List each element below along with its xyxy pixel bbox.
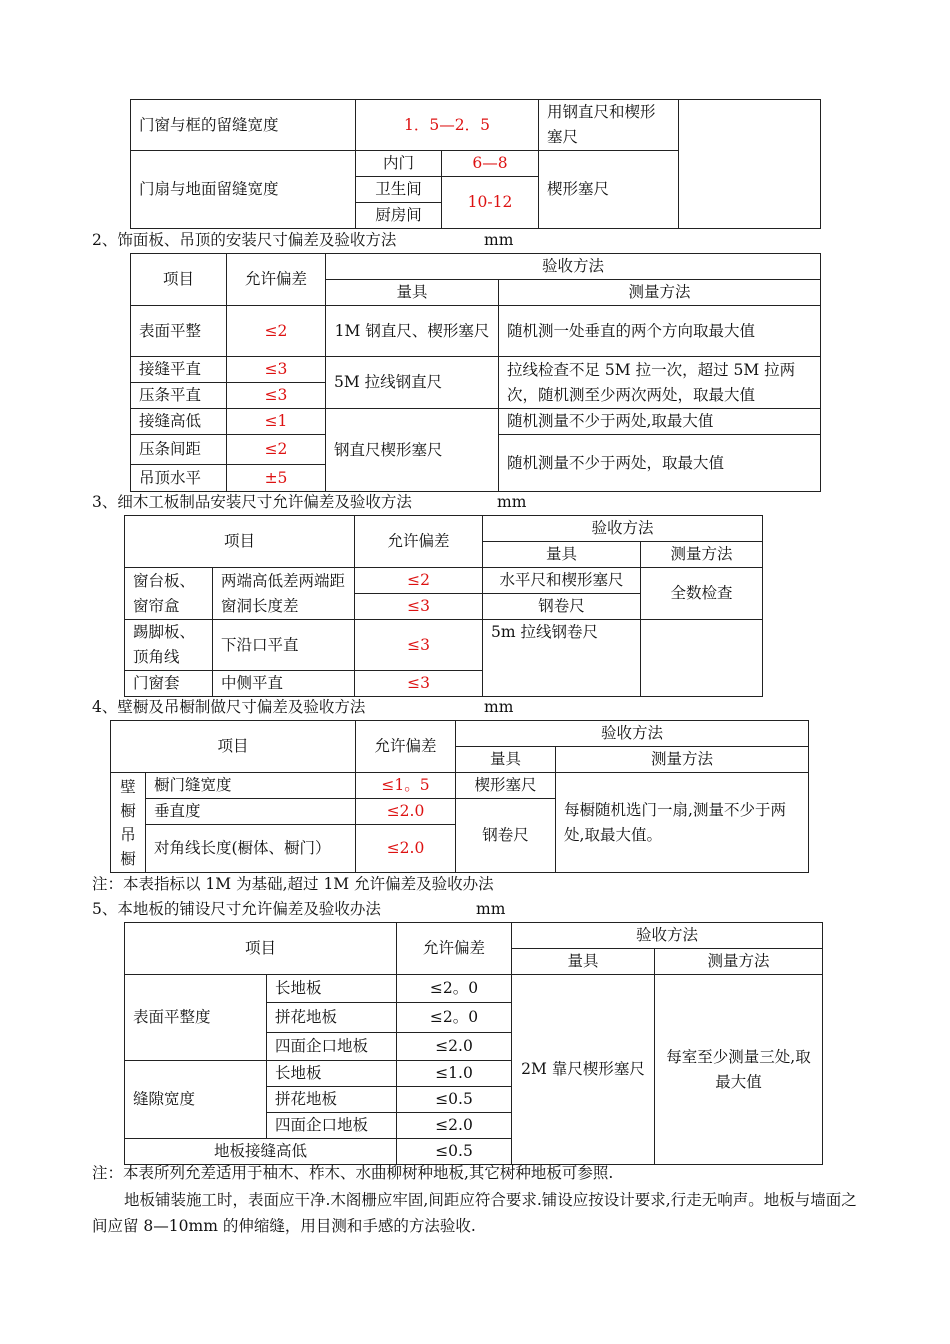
header-accept: 验收方法 <box>326 254 821 280</box>
table-panel-ceiling <box>130 253 821 492</box>
measure-tool: 楔形塞尺 <box>456 773 556 799</box>
tolerance-value: 6—8 <box>442 151 539 177</box>
header-measure: 测量方法 <box>556 747 809 773</box>
measure-method: 随机测一处垂直的两个方向取最大值 <box>499 306 821 357</box>
row-item: 垂直度 <box>146 799 356 825</box>
section-4-caption: 4、壁橱及吊橱制做尺寸偏差及验收方法 <box>92 698 366 716</box>
header-tolerance: 允许偏差 <box>356 721 456 773</box>
tolerance-value: ≤2 <box>227 306 326 357</box>
blank-cell <box>679 100 821 229</box>
sub-item: 长地板 <box>267 1061 397 1087</box>
section-2-unit: mm <box>484 231 514 249</box>
row-item: 接缝平直 <box>131 357 227 383</box>
header-measure: 测量方法 <box>499 280 821 306</box>
tolerance-value: ±5 <box>227 465 326 492</box>
section-3-caption: 3、细木工板制品安装尺寸允许偏差及验收方法 <box>92 493 412 511</box>
sub-item: 中侧平直 <box>213 671 355 697</box>
group-name: 缝隙宽度 <box>125 1061 267 1139</box>
tolerance-value: ≤1.0 <box>397 1061 512 1087</box>
row-item: 接缝高低 <box>131 409 227 435</box>
tolerance-value: ≤2.0 <box>356 825 456 873</box>
measure-method: 随机测量不少于两处,取最大值 <box>499 409 821 435</box>
tolerance-value: ≤3 <box>355 594 483 620</box>
measure-tool: 5M 拉线钢直尺 <box>326 357 499 409</box>
tolerance-value: ≤2.0 <box>397 1113 512 1139</box>
sub-item: 四面企口地板 <box>267 1033 397 1061</box>
measure-tool: 钢直尺楔形塞尺 <box>326 409 499 492</box>
tolerance-value: ≤3 <box>355 620 483 671</box>
header-measure: 测量方法 <box>641 542 763 568</box>
header-tool: 量具 <box>483 542 641 568</box>
header-measure: 测量方法 <box>655 949 823 975</box>
measure-method: 全数检查 <box>641 568 763 620</box>
group-name: 壁橱吊橱 <box>111 773 146 873</box>
section-5-unit: mm <box>476 900 506 918</box>
table-woodwork <box>124 515 763 697</box>
blank-cell <box>641 620 763 697</box>
sub-item: 拼花地板 <box>267 1003 397 1033</box>
group-name: 表面平整度 <box>125 975 267 1061</box>
header-tolerance: 允许偏差 <box>355 516 483 568</box>
row-item: 压条平直 <box>131 383 227 409</box>
header-tool: 量具 <box>326 280 499 306</box>
measure-tool: 楔形塞尺 <box>539 151 679 229</box>
tolerance-value: 1．5—2．5 <box>356 100 539 151</box>
tolerance-value: ≤1。5 <box>356 773 456 799</box>
section-4-unit: mm <box>484 698 514 716</box>
row-item: 表面平整 <box>131 306 227 357</box>
measure-method: 每室至少测量三处,取最大值 <box>655 975 823 1165</box>
header-item: 项目 <box>131 254 227 306</box>
row-item: 吊顶水平 <box>131 465 227 492</box>
sub-item: 卫生间 <box>356 177 442 203</box>
measure-tool: 2M 靠尺楔形塞尺 <box>512 975 655 1165</box>
section-2-caption: 2、饰面板、吊顶的安装尺寸偏差及验收方法 <box>92 231 397 249</box>
sub-item: 拼花地板 <box>267 1087 397 1113</box>
tolerance-value: ≤2 <box>227 435 326 465</box>
row-item: 压条间距 <box>131 435 227 465</box>
measure-method: 随机测量不少于两处，取最大值 <box>499 435 821 492</box>
sub-item: 长地板 <box>267 975 397 1003</box>
header-item: 项目 <box>125 923 397 975</box>
sub-item: 下沿口平直 <box>213 620 355 671</box>
header-tool: 量具 <box>456 747 556 773</box>
header-tolerance: 允许偏差 <box>227 254 326 306</box>
group-name: 窗台板、窗帘盒 <box>125 568 213 620</box>
row-item: 地板接缝高低 <box>125 1139 397 1165</box>
measure-tool: 钢卷尺 <box>483 594 641 620</box>
header-tolerance: 允许偏差 <box>397 923 512 975</box>
tolerance-value: ≤0.5 <box>397 1087 512 1113</box>
header-item: 项目 <box>111 721 356 773</box>
header-accept: 验收方法 <box>512 923 823 949</box>
measure-tool: 水平尺和楔形塞尺 <box>483 568 641 594</box>
tolerance-value: ≤2.0 <box>397 1033 512 1061</box>
measure-tool: 1M 钢直尺、楔形塞尺 <box>326 306 499 357</box>
section-4-note: 注：本表指标以 1M 为基础,超过 1M 允许偏差及验收办法 <box>92 875 494 893</box>
table-cabinet <box>110 720 809 873</box>
row-item: 门扇与地面留缝宽度 <box>131 151 356 229</box>
tolerance-value: ≤0.5 <box>397 1139 512 1165</box>
row-item: 对角线长度(橱体、橱门） <box>146 825 356 873</box>
header-tool: 量具 <box>512 949 655 975</box>
header-accept: 验收方法 <box>483 516 763 542</box>
tolerance-value: ≤3 <box>355 671 483 697</box>
tolerance-value: ≤2。0 <box>397 1003 512 1033</box>
sub-item: 厨房间 <box>356 203 442 229</box>
group-name: 门窗套 <box>125 671 213 697</box>
tolerance-value: ≤3 <box>227 383 326 409</box>
sub-item: 两端高低差两端距窗洞长度差 <box>213 568 355 620</box>
sub-item: 内门 <box>356 151 442 177</box>
section-3-unit: mm <box>497 493 527 511</box>
section-5-caption: 5、本地板的铺设尺寸允许偏差及验收办法 <box>92 900 381 918</box>
measure-method: 拉线检查不足 5M 拉一次，超过 5M 拉两次，随机测至少两次两处，取最大值 <box>499 357 821 409</box>
measure-tool: 5m 拉线钢卷尺 <box>483 620 641 697</box>
sub-item: 四面企口地板 <box>267 1113 397 1139</box>
row-item: 门窗与框的留缝宽度 <box>131 100 356 151</box>
tolerance-value: ≤2。0 <box>397 975 512 1003</box>
tolerance-value: 10-12 <box>442 177 539 229</box>
table-door-gaps <box>130 99 821 229</box>
tolerance-value: ≤3 <box>227 357 326 383</box>
measure-tool: 钢卷尺 <box>456 799 556 873</box>
table-flooring <box>124 922 823 1165</box>
measure-method: 每橱随机选门一扇,测量不少于两处,取最大值。 <box>556 773 809 873</box>
tolerance-value: ≤2.0 <box>356 799 456 825</box>
header-accept: 验收方法 <box>456 721 809 747</box>
tolerance-value: ≤2 <box>355 568 483 594</box>
section-5-note: 注：本表所列允差适用于柚木、柞木、水曲柳树种地板,其它树种地板可参照. <box>92 1164 614 1182</box>
flooring-paragraph: 地板铺装施工时，表面应干净.木阁栅应牢固,间距应符合要求.铺设应按设计要求,行走无响声。地板与墙面之间应留 8—10mm 的伸缩缝，用目测和手感的方法验收. <box>92 1191 857 1235</box>
row-item: 橱门缝宽度 <box>146 773 356 799</box>
tolerance-value: ≤1 <box>227 409 326 435</box>
measure-tool: 用钢直尺和楔形塞尺 <box>539 100 679 151</box>
header-item: 项目 <box>125 516 355 568</box>
group-name: 踢脚板、顶角线 <box>125 620 213 671</box>
